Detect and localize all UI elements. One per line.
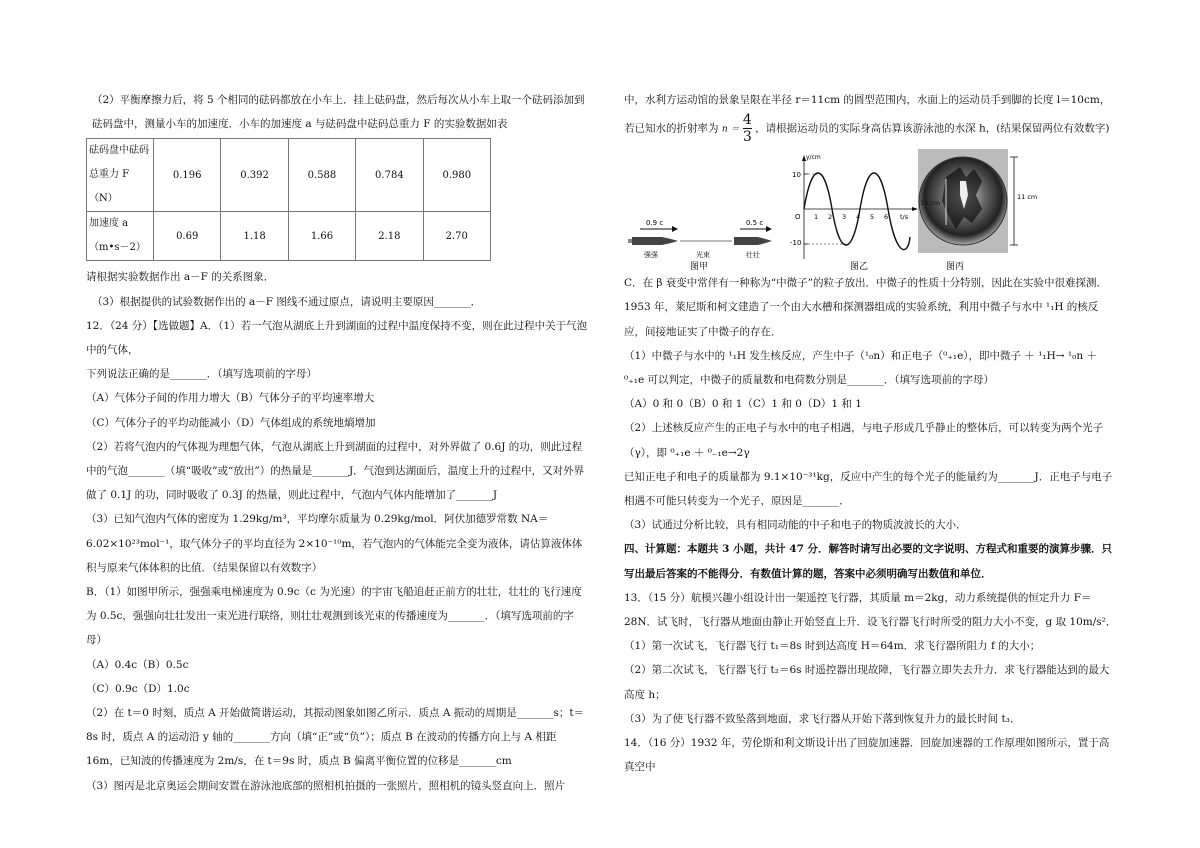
table-cell: 0.980 <box>423 139 490 212</box>
fraction-numerator: 4 <box>742 112 752 129</box>
c-part2-b: 已知正电子和电子的质量都为 9.1×10⁻³¹kg，反应中产生的每个光子的能量约为_______J．正电子与电子相遇不可能只转变为一个光子，原因是_______． <box>624 470 1113 508</box>
q12-a1-prompt: 下列说法正确的是_______．（填写选项前的字母） <box>86 368 317 381</box>
yi-xunit: t/s <box>900 213 909 222</box>
figure-row <box>624 147 1117 271</box>
q13-part2: （2）第二次试飞，飞行器飞行 t₂＝6s 时遥控器出现故障，飞行器立即失去升力．求飞行器能达到的最大高度 h； <box>624 664 1110 701</box>
velocity-label-2: 0.5 c <box>746 219 764 228</box>
q12-b1: B．（1）如图甲所示，强强乘电梯速度为 0.9c（c 为光速）的宇宙飞船追赶正前方的壮壮，壮壮的飞行速度为 0.5c，强强向壮壮发出一束光进行联络，则壮壮观测到该光束的传播速度为_______．（填写选项前的字母） <box>86 586 582 647</box>
q12-b2: （2）在 t＝0 时刻，质点 A 开始做简谐运动，其振动图象如图乙所示．质点 A 振动的周期是_______s；t＝8s 时，质点 A 的运动沿 y 轴的_______方向（填“正”或“负”）；质点 B 在波动的传播方向上与 A 相距 16m，已知波的传播速度为 2m/s，在 t＝9s 时，质点 B 偏离平衡位置的位移是_______cm <box>86 707 585 768</box>
c-part2: （2）上述核反应产生的正电子与水中的电子相遇，与电子形成几乎静止的整体后，可以转变为两个光子（γ），即 ⁰₊₁e ＋ ⁰₋₁e→2γ <box>624 422 1104 459</box>
c-part1: （1）中微子与水中的 ¹₁H 发生核反应，产生中子（¹₀n）和正电子（⁰₊₁e），即中微子 ＋ ¹₁H→ ¹₀n ＋ ⁰₊₁e 可以判定，中微子的质量数和电荷数分别是_______．（填写选项前的字母） <box>624 349 1097 387</box>
table-header-accel: 加速度 a（m•s－2） <box>87 212 154 261</box>
right-column <box>624 88 1117 779</box>
yi-xtick: 3 <box>842 213 847 222</box>
table-cell: 2.18 <box>356 212 423 261</box>
q12-a3: （3）已知气泡内气体的密度为 1.29kg/m³，平均摩尔质量为 0.29kg/mol．阿伏加德罗常数 NA＝6.02×10²³mol⁻¹，取气体分子的平均直径为 2×10⁻¹⁰m，若气泡内的气体能完全变为液体，请估算液体体积与原来气体体积的比值．（结果保留以有效数字） <box>86 513 583 574</box>
table-cell: 0.588 <box>288 139 355 212</box>
table-cell: 0.784 <box>356 139 423 212</box>
light-label: 光束 <box>696 251 710 260</box>
fraction-denominator: 3 <box>742 129 752 146</box>
data-table <box>86 138 491 261</box>
q12-b3-start: （3）图丙是北京奥运会期间安置在游泳池底部的照相机拍摄的一张照片，照相机的镜头竖直向上．照片 <box>86 779 566 792</box>
table-cell: 0.196 <box>154 139 221 212</box>
yi-xtick: 5 <box>870 213 875 222</box>
refractive-index-fraction <box>743 112 752 145</box>
q12-b1-option-cd: （C）0.9c（D）1.0c <box>86 682 190 695</box>
section-c-intro: C．在 β 衰变中常伴有一种称为“中微子”的粒子放出．中微子的性质十分特别，因此在实验中很难探测．1953 年，莱尼斯和柯文建造了一个由大水槽和探测器组成的实验系统，利用中微子与水中 ¹₁H 的核反应，间接地证实了中微子的存在． <box>624 277 1108 338</box>
figure-yi <box>790 154 918 271</box>
b3-text: 中，水利方运动馆的景象呈限在半径 r＝11cm 的圆型范围内，水面上的运动员手到脚的长度 l＝10cm，若已知水的折射率为 <box>624 94 1111 135</box>
table-instruction: 请根据实验数据作出 a－F 的关系图象． <box>86 271 275 284</box>
q12-b1-option-ab: （A）0.4c（B）0.5c <box>86 658 189 671</box>
q12-intro: 12．（24 分）【选做题】A．（1）若一气泡从湖底上升到湖面的过程中温度保持不变，则在此过程中关于气泡中的气体， <box>86 319 588 357</box>
yi-xtick: 6 <box>884 213 889 222</box>
dim-label-11cm: 11 cm <box>1017 193 1038 202</box>
left-column <box>86 88 588 798</box>
yi-xtick: 4 <box>856 213 861 222</box>
table-row <box>87 139 491 212</box>
velocity-label-1: 0.9 c <box>646 219 664 228</box>
c-part1-options: （A）0 和 0（B）0 和 1（C）1 和 0（D）1 和 1 <box>624 398 862 411</box>
table-cell: 2.70 <box>423 212 490 261</box>
q13-part3: （3）为了使飞行器不致坠落到地面，求飞行器从开始下落到恢复升力的最长时间 t₃． <box>624 712 1021 725</box>
yi-ytick-bottom: -10 <box>790 239 802 248</box>
figure-label-yi: 图乙 <box>850 262 869 272</box>
q12-a1-option-cd: （C）气体分子的平均动能减小（D）气体组成的系统地熵增加 <box>86 416 376 429</box>
yi-ylabel: y/cm <box>806 154 821 162</box>
yi-ytick-top: 10 <box>792 171 801 180</box>
q11-part3: （3）根据提供的试验数据作出的 a－F 图线不通过原点，请说明主要原因_______． <box>92 295 482 308</box>
ship-label-2: 壮壮 <box>746 251 760 260</box>
q14-stem: 14．（16 分）1932 年，劳伦斯和利文斯设计出了回旋加速器．回旋加速器的工作原理如图所示，置于高真空中 <box>624 737 1110 774</box>
q13-stem: 13．（15 分）航模兴趣小组设计出一架遥控飞行器，其质量 m＝2kg，动力系统提供的恒定升力 F＝28N．试飞时，飞行器从地面由静止开始竖直上升．设飞行器飞行时所受的阻力大小不变，g 取 10m/s²． <box>624 591 1117 629</box>
dim-label-10cm: 10 cm <box>920 199 941 208</box>
table-header-force: 砝码盘中砝码总重力 F（N） <box>87 139 154 212</box>
yi-origin: O <box>795 213 801 222</box>
q12-a2: （2）若将气泡内的气体视为理想气体，气泡从湖底上升到湖面的过程中，对外界做了 0.6J 的功，则此过程中的气泡_______（填“吸收”或“放出”）的热量是_______J．气泡到达湖面后，温度上升的过程中，又对外界做了 0.1J 的功，同时吸收了 0.3J 的热量，则此过程中，气泡内气体内能增加了_______J <box>86 440 585 502</box>
figure-bing-svg <box>916 147 1052 271</box>
c-part3: （3）试通过分析比较，具有相同动能的中子和电子的物质波波长的大小． <box>624 519 967 532</box>
q12-a1-option-ab: （A）气体分子间的作用力增大（B）气体分子的平均速率增大 <box>86 392 375 405</box>
q13-part1: （1）第一次试飞，飞行器飞行 t₁＝8s 时到达高度 H＝64m．求飞行器所阻力 f 的大小； <box>624 640 1041 653</box>
ship-label-1: 强强 <box>644 251 658 260</box>
section4-title: 四、计算题：本题共 3 小题，共计 47 分．解答时请写出必要的文字说明、方程式和重要的演算步骤．只写出最后答案的不能得分．有数值计算的题，答案中必须明确写出数值和单位． <box>624 543 1113 580</box>
sine-wave <box>804 173 910 250</box>
table-row <box>87 212 491 261</box>
figure-label-bing: 图丙 <box>946 262 965 272</box>
b3-tail: ，请根据运动员的实际身高估算该游泳池的水深 h，(结果保留两位有效数字) <box>755 122 1110 135</box>
q12-b3-continued <box>624 88 1117 145</box>
table-cell: 1.66 <box>288 212 355 261</box>
yi-xtick: 2 <box>828 213 833 222</box>
table-cell: 1.18 <box>221 212 288 261</box>
table-cell: 0.69 <box>154 212 221 261</box>
yi-xtick: 1 <box>814 213 819 222</box>
figure-jia <box>628 219 772 271</box>
refractive-index-symbol: n ＝ <box>721 124 740 135</box>
q11-part2: （2）平衡摩擦力后，将 5 个相同的砝码都放在小车上．挂上砝码盘，然后每次从小车上取一个砝码添加到砝码盘中，测量小车的加速度．小车的加速度 a 与砝码盘中砝码总重力 F 的实验数据如表 <box>92 94 585 131</box>
figure-label-jia: 图甲 <box>690 262 709 272</box>
table-cell: 0.392 <box>221 139 288 212</box>
